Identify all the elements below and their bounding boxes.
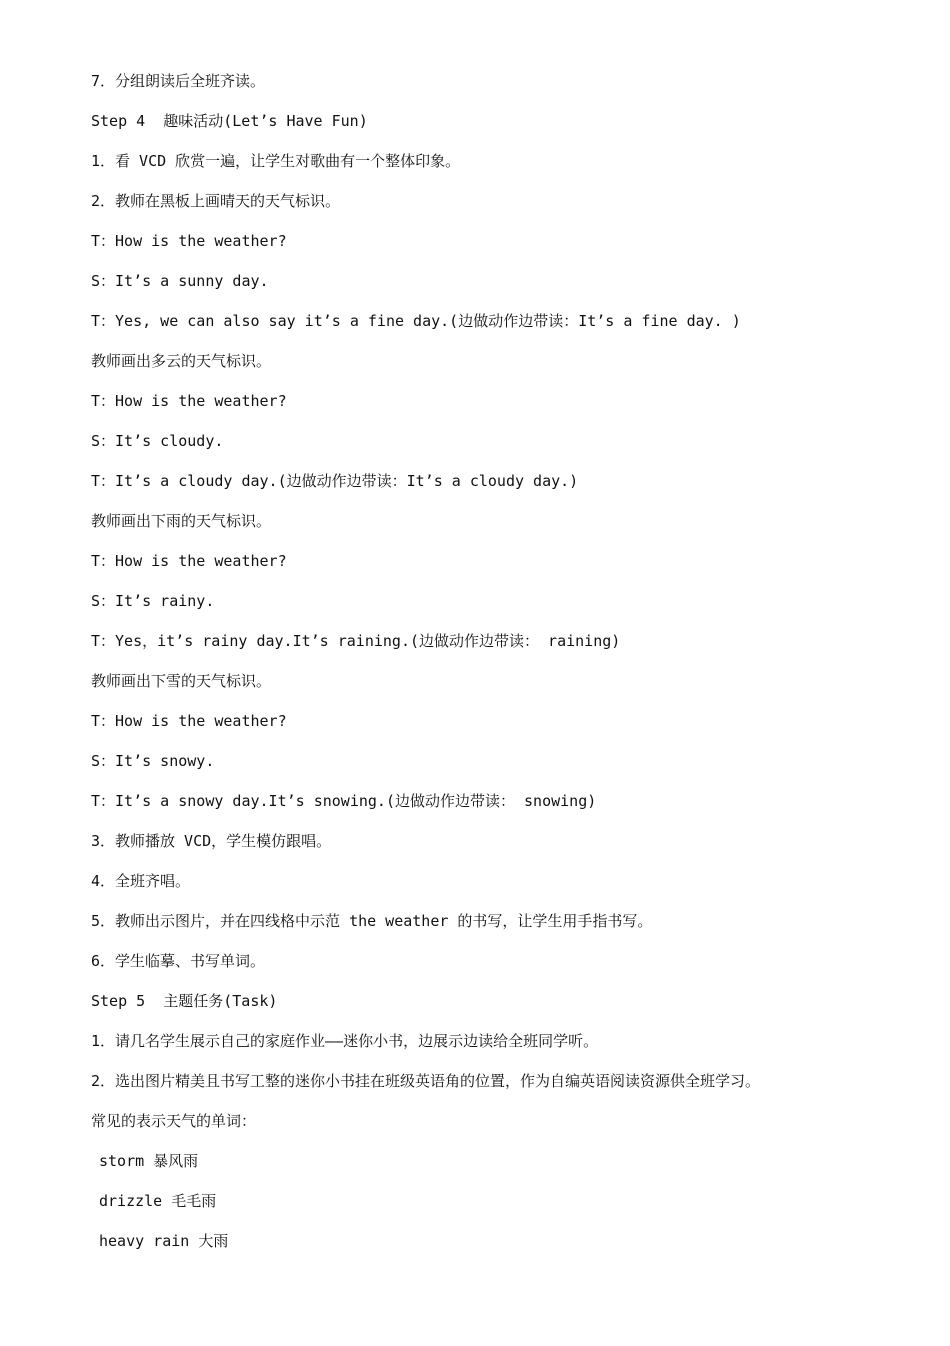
text-line: T：It’s a cloudy day.(边做动作边带读：It’s a cloudy day.)	[91, 472, 579, 490]
text-line: 2．教师在黑板上画晴天的天气标识。	[91, 192, 341, 210]
text-line: drizzle 毛毛雨	[99, 1192, 217, 1210]
text-line: T：How is the weather?	[91, 712, 287, 730]
text-line: T：How is the weather?	[91, 232, 287, 250]
text-line: 2．选出图片精美且书写工整的迷你小书挂在班级英语角的位置，作为自编英语阅读资源供全班学习。	[91, 1072, 761, 1090]
text-line: 5．教师出示图片，并在四线格中示范 the weather 的书写，让学生用手指书写。	[91, 912, 653, 930]
text-line: 4．全班齐唱。	[91, 872, 191, 890]
text-line: T：Yes，it’s rainy day.It’s raining.(边做动作边带读： raining)	[91, 632, 621, 650]
text-line: 3．教师播放 VCD，学生模仿跟唱。	[91, 832, 332, 850]
text-line: Step 4 趣味活动(Let’s Have Fun)	[91, 112, 368, 130]
text-line: S：It’s cloudy.	[91, 432, 224, 450]
text-line: T：It’s a snowy day.It’s snowing.(边做动作边带读： snowing)	[91, 792, 597, 810]
text-line: 7．分组朗读后全班齐读。	[91, 72, 266, 90]
text-line: T：Yes, we can also say it’s a fine day.(边做动作边带读：It’s a fine day. )	[91, 312, 741, 330]
document-body	[91, 68, 911, 1268]
text-line: Step 5 主题任务(Task)	[91, 992, 278, 1010]
text-line: T：How is the weather?	[91, 552, 287, 570]
text-line: T：How is the weather?	[91, 392, 287, 410]
text-line: S：It’s rainy.	[91, 592, 215, 610]
text-line: storm 暴风雨	[99, 1152, 199, 1170]
text-line: 1．请几名学生展示自己的家庭作业——迷你小书，边展示边读给全班同学听。	[91, 1032, 599, 1050]
text-line: 教师画出下雨的天气标识。	[91, 512, 272, 530]
text-line: S：It’s a sunny day.	[91, 272, 269, 290]
text-line: 教师画出下雪的天气标识。	[91, 672, 272, 690]
text-line: 6．学生临摹、书写单词。	[91, 952, 266, 970]
text-line: 常见的表示天气的单词：	[91, 1112, 257, 1130]
text-line: S：It’s snowy.	[91, 752, 215, 770]
text-line: 教师画出多云的天气标识。	[91, 352, 272, 370]
text-line: 1．看 VCD 欣赏一遍，让学生对歌曲有一个整体印象。	[91, 152, 461, 170]
text-line: heavy rain 大雨	[99, 1232, 229, 1250]
